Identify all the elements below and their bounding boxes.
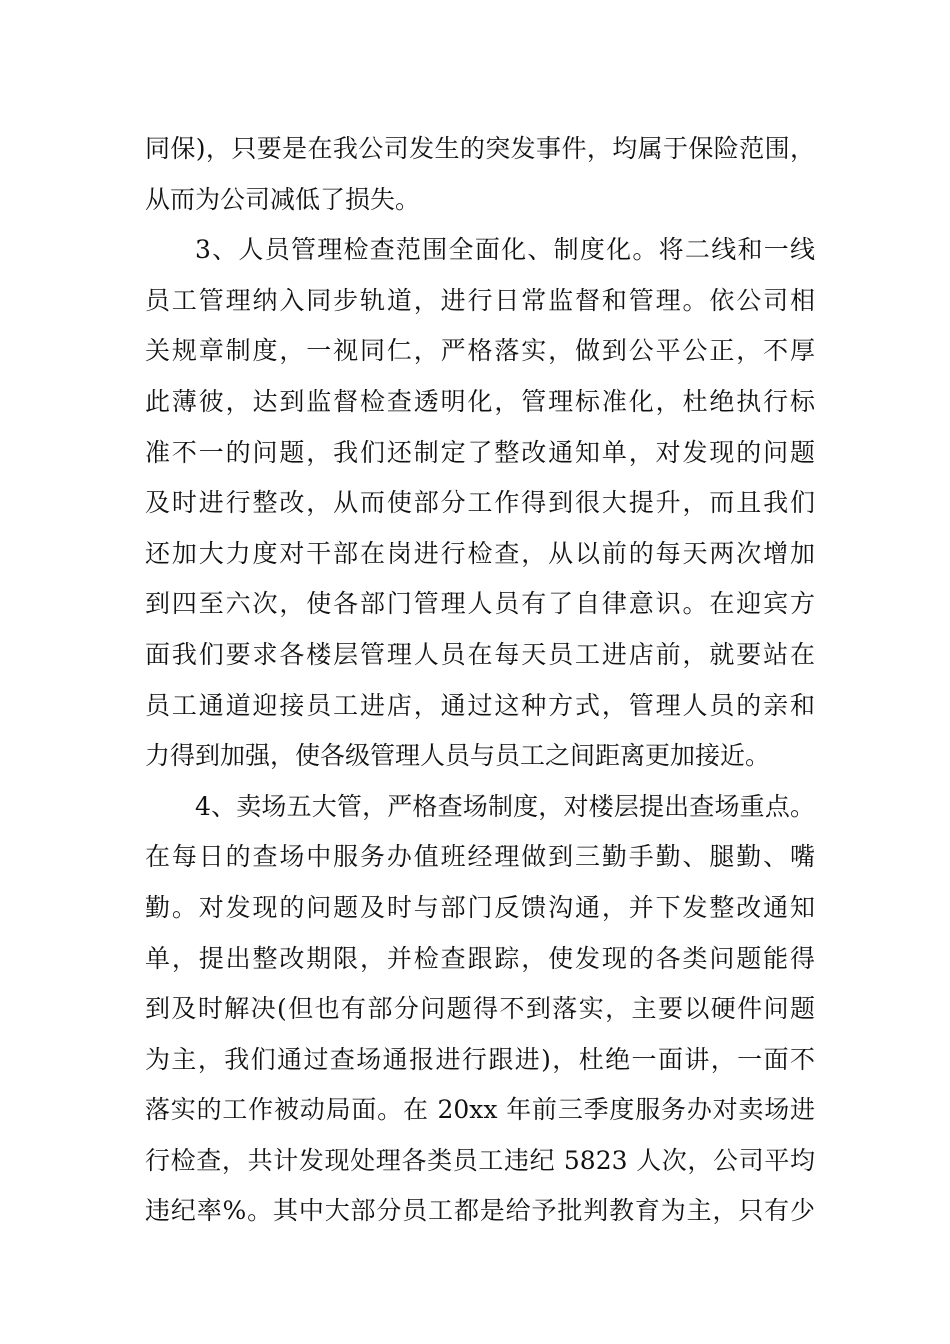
paragraph-start-line: 4、卖场五大管，严格查场制度，对楼层提出查场重点。 <box>195 791 815 821</box>
text-line: 此薄彼，达到监督检查透明化，管理标准化，杜绝执行标 <box>145 386 815 416</box>
text-line: 力得到加强，使各级管理人员与员工之间距离更加接近。 <box>145 741 771 771</box>
text-line: 面我们要求各楼层管理人员在每天员工进店前，就要站在 <box>145 639 815 669</box>
text-line: 到四至六次，使各部门管理人员有了自律意识。在迎宾方 <box>145 589 815 619</box>
text-line: 员工通道迎接员工进店，通过这种方式，管理人员的亲和 <box>145 690 815 720</box>
text-line: 在每日的查场中服务办值班经理做到三勤手勤、腿勤、嘴 <box>145 842 815 872</box>
text-line: 行检查，共计发现处理各类员工违纪 5823 人次，公司平均 <box>145 1145 815 1175</box>
text-line: 违纪率%。其中大部分员工都是给予批判教育为主，只有少 <box>145 1196 815 1226</box>
text-line: 为主，我们通过查场通报进行跟进)，杜绝一面讲，一面不 <box>145 1044 815 1074</box>
text-line: 还加大力度对干部在岗进行检查，从以前的每天两次增加 <box>145 538 815 568</box>
text-line: 同保)，只要是在我公司发生的突发事件，均属于保险范围， <box>145 134 815 163</box>
text-line: 准不一的问题，我们还制定了整改通知单，对发现的问题 <box>145 437 815 467</box>
body-text <box>145 124 815 1237</box>
text-line: 从而为公司减低了损失。 <box>145 184 421 214</box>
text-line: 员工管理纳入同步轨道，进行日常监督和管理。依公司相 <box>145 285 815 315</box>
text-line: 勤。对发现的问题及时与部门反馈沟通，并下发整改通知 <box>145 892 815 922</box>
text-line: 落实的工作被动局面。在 20xx 年前三季度服务办对卖场进 <box>145 1095 815 1125</box>
text-line: 单，提出整改期限，并检查跟踪，使发现的各类问题能得 <box>145 943 815 973</box>
text-line: 到及时解决(但也有部分问题得不到落实，主要以硬件问题 <box>145 994 815 1024</box>
paragraph-start-line: 3、人员管理检查范围全面化、制度化。将二线和一线 <box>195 235 815 265</box>
text-line: 及时进行整改，从而使部分工作得到很大提升，而且我们 <box>145 488 815 518</box>
text-line: 关规章制度，一视同仁，严格落实，做到公平公正，不厚 <box>145 336 815 366</box>
